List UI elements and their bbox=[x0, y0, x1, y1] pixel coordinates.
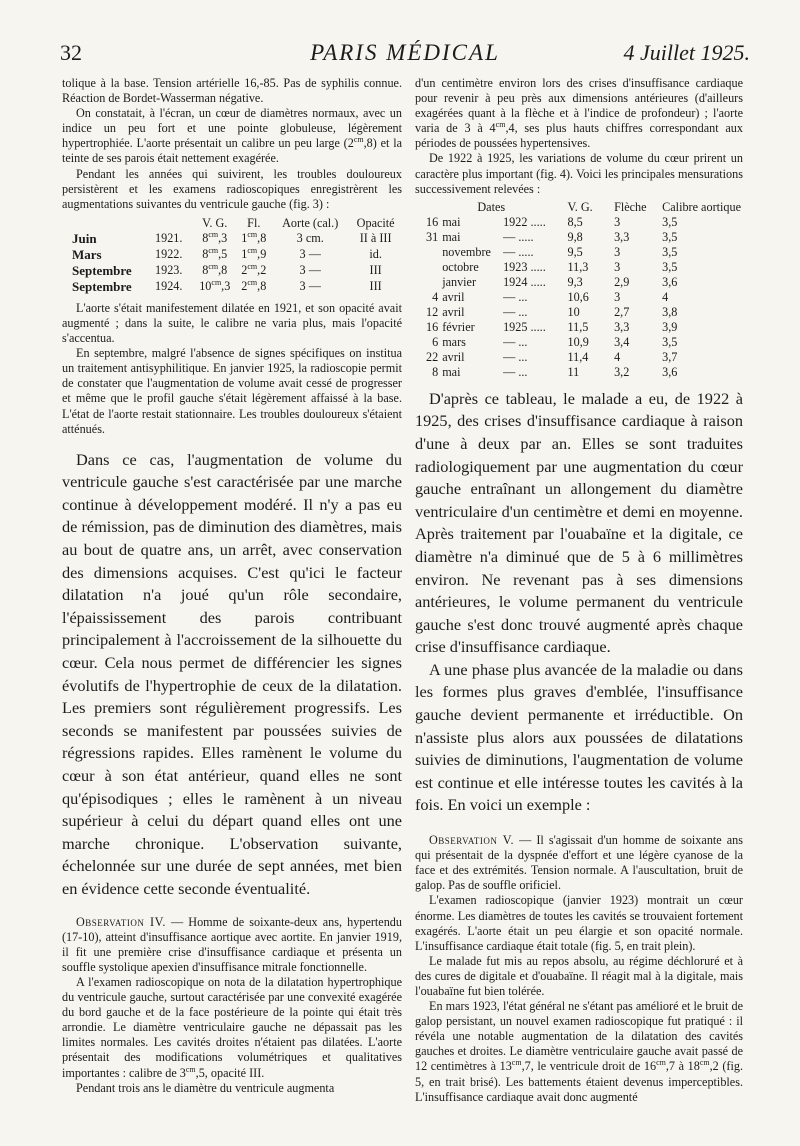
left-column bbox=[62, 76, 402, 1096]
paragraph: On constatait, à l'écran, un cœur de diamètres normaux, avec un indice un peu fort et une pointe globuleuse, légèrement hypertrophiée. L'aorte présentait un calibre un peu large $(2^{cm},8)$ et la teinte de ses parois était nettement exagérée. bbox=[62, 106, 402, 166]
measurement-table bbox=[72, 216, 402, 295]
journal-title: PARIS MÉDICAL bbox=[310, 40, 500, 65]
observation-label: Observation IV. bbox=[76, 914, 166, 929]
table-row: Septembre 1924. $10^{cm},3$ $2^{cm},8$ 3 — III bbox=[72, 278, 382, 294]
paragraph: L'aorte s'était manifestement dilatée en 1921, et son opacité avait augmenté ; dans la suite, le calibre ne varia plus, mais l'opacité s'accentua. bbox=[62, 300, 402, 346]
body-paragraph: D'après ce tableau, le malade a eu, de 1922 à 1925, des crises d'insuffisance cardiaque à raison d'une à deux par an. Elles se sont traduites radiologiquement par une augmentation du cœur gauche entraînant un allongement du diamètre ventriculaire d'un centimètre et demi en moyenne. Après traitement par l'ouabaïne et la digitale, ce diamètre n'a diminué que de 5 à 6 millimètres environ. Ne revenant pas à ses dimensions antérieures, le volume permanent du ventricule gauche s'est donc trouvé augmenté après chaque crise d'insuffisance cardiaque. bbox=[415, 388, 743, 657]
issue-date: 4 Juillet 1925. bbox=[623, 40, 750, 65]
page-number: 32 bbox=[60, 40, 82, 65]
table-row: janvier 1924 ..... 9,3 2,9 3,6 bbox=[442, 274, 678, 289]
observation-paragraph: Observation IV. — Homme de soixante-deux ans, hypertendu (17-10), atteint d'insuffisance aortique avec aortite. En janvier 1919, il fit une première crise d'insuffisance cardiaque et présenta un souffle systolique apexien d'insuffisance mitrale fonctionnelle. bbox=[62, 914, 402, 974]
table-header-row bbox=[415, 200, 741, 215]
table-row: 31 mai — ..... 9,8 3,3 3,5 bbox=[426, 229, 678, 244]
column-header: Fl. bbox=[247, 215, 261, 230]
body-paragraph: Dans ce cas, l'augmentation de volume du ventricule gauche s'est caractérisée par une marche continue à développement modéré. Il n'y a pas eu de rémission, pas de diminution des diamètres, mais au bout de quatre ans, un arrêt, avec conservation des dimensions acquises. C'est qu'ici le facteur dilatation n'a joué qu'un rôle secondaire, l'épaississement des parois contribuant principalement à l'accroissement de la silhouette du cœur. Cela nous permet de différencier les signes évolutifs de l'hypertrophie de ceux de la dilatation. Les premiers sont régulièrement progressifs. Les seconds se manifestent par poussées suivies de régressions rapides. Elles ramènent le volume du cœur à son état antérieur, quand elles ne sont qu'épisodiques ; elles le ramènent à un niveau supérieur à celui du départ quand elles ont une marche chronique. L'observation suivante, échelonnée sur une durée de sept années, met bien en évidence cette seconde éventualité. bbox=[62, 449, 402, 898]
paragraph: Pendant les années qui suivirent, les troubles douloureux persistèrent et les examens radioscopiques enregistrèrent les augmentations suivantes du ventricule gauche (fig. 3) : bbox=[62, 166, 402, 211]
observation-paragraph: Observation V. — Il s'agissait d'un homme de soixante ans qui présentait de la dyspnée d'effort et une légère cyanose de la face et des extrémités. Tension normale. A l'auscultation, bruit de galop. Pas de souffle orificiel. bbox=[415, 833, 744, 893]
column-header: Dates bbox=[477, 199, 506, 214]
paragraph: De 1922 à 1925, les variations de volume du cœur prirent un caractère plus important (fig. 4). Voici les principales mensurations successivement relevées : bbox=[415, 151, 743, 196]
table-row: 4 avril — ... 10,6 3 4 bbox=[432, 289, 669, 304]
paragraph: Le malade fut mis au repos absolu, au régime déchloruré et à des cures de digitale et d'ouabaïne. Il réagit mal à la digitale, mais l'ouabaïne fut bien tolérée. bbox=[415, 953, 743, 998]
column-header: Flèche bbox=[614, 199, 647, 214]
paragraph: tolique à la base. Tension artérielle 16,-85. Pas de syphilis connue. Réaction de Bordet-Wasserman négative. bbox=[62, 76, 402, 106]
column-header: Calibre aortique bbox=[662, 199, 741, 214]
table-row: Septembre 1923. $8^{cm},8$ $2^{cm},2$ 3 — III bbox=[72, 262, 382, 278]
table-row: 16 février 1925 ..... 11,5 3,3 3,9 bbox=[426, 319, 678, 334]
column-header: V. G. bbox=[567, 199, 593, 214]
column-header: V. G. bbox=[202, 215, 228, 230]
table-row: 6 mars — ... 10,9 3,4 3,5 bbox=[432, 334, 678, 349]
observation-label: Observation V. bbox=[429, 833, 515, 848]
right-column bbox=[415, 76, 743, 1105]
page-header bbox=[60, 40, 750, 68]
column-header: Opacité bbox=[356, 215, 395, 230]
paragraph: A l'examen radioscopique on nota de la dilatation hypertrophique du ventricule gauche, surtout caractérisée par une convexité exagérée du bord gauche et de la face postérieure de la pointe qui était très arrondie. Le diamètre ventriculaire gauche ne dépassait pas les limites normales. Les cavités droites n'étaient pas dilatées. L'aorte présentait des modifications volumétriques et qualitatives importantes : calibre de $3^{cm},5$, opacité III. bbox=[62, 974, 402, 1080]
paragraph: Pendant trois ans le diamètre du ventricule augmenta bbox=[76, 1080, 335, 1095]
paragraph: L'examen radioscopique (janvier 1923) montrait un cœur énorme. Les diamètres de toutes les cavités se trouvaient fortement exagérés. L'aorte était un peu élargie et son opacité normale. L'insuffisance cardiaque était totale (fig. 5, en trait plein). bbox=[415, 893, 743, 953]
table-row: 16 mai 1922 ..... 8,5 3 3,5 bbox=[426, 214, 678, 229]
table-header-row bbox=[72, 216, 402, 231]
paragraph: En septembre, malgré l'absence de signes spécifiques on institua un traitement antisyphilitique. En janvier 1925, la radioscopie permit de constater que l'augmentation de volume avait cessé de progresser et même que le profil gauche s'était légèrement affaissé à la base. L'état de l'aorte restait stationnaire. Les troubles douloureux s'étaient atténués. bbox=[62, 346, 402, 436]
table-row: novembre — ..... 9,5 3 3,5 bbox=[442, 244, 678, 259]
paragraph: En mars 1923, l'état général ne s'étant pas amélioré et le bruit de galop persistant, un nouvel examen radioscopique fut pratiqué : il révéla une notable augmentation de la dilatation des cavités gauches et droites. Le diamètre ventriculaire gauche avait passé de 12 centimètres à $13^{cm},7$, le ventricule droit de $16^{cm},7$ à $18^{cm},2$ (fig. 5, en trait brisé). Les battements étaient devenus imperceptibles. L'insuffisance cardiaque avait donc augmenté bbox=[415, 999, 743, 1104]
measurement-table bbox=[415, 200, 741, 380]
body-paragraph: A une phase plus avancée de la maladie ou dans les formes plus graves d'emblée, l'insuffisance gauche devient permanente et irréductible. On n'assiste plus alors aux poussées de dilatations suivies de diminutions, l'augmentation de volume est continue et elle intéresse toutes les cavités à la fois. En voici un exemple : bbox=[415, 659, 743, 815]
paragraph: d'un centimètre environ lors des crises d'insuffisance cardiaque pour revenir à peu près aux dimensions antérieures (d'ailleurs exagérées quant à la flèche et à l'indice de profondeur) ; l'aorte varia de 3 à $4^{cm},4$, ses plus hauts chiffres correspondant aux périodes de poussées hypertensives. bbox=[415, 76, 743, 151]
table-row: 22 avril — ... 11,4 4 3,7 bbox=[426, 349, 678, 364]
table-row: octobre 1923 ..... 11,3 3 3,5 bbox=[442, 259, 678, 274]
table-row: 12 avril — ... 10 2,7 3,8 bbox=[426, 304, 678, 319]
column-header: Aorte (cal.) bbox=[282, 215, 339, 230]
table-row: Mars 1922. $8^{cm},5$ $1^{cm},9$ 3 — id. bbox=[72, 246, 382, 262]
table-row: 8 mai — ... 11 3,2 3,6 bbox=[432, 364, 678, 379]
table-row: Juin 1921. $8^{cm},3$ $1^{cm},8$ 3 cm. II à III bbox=[72, 230, 392, 246]
